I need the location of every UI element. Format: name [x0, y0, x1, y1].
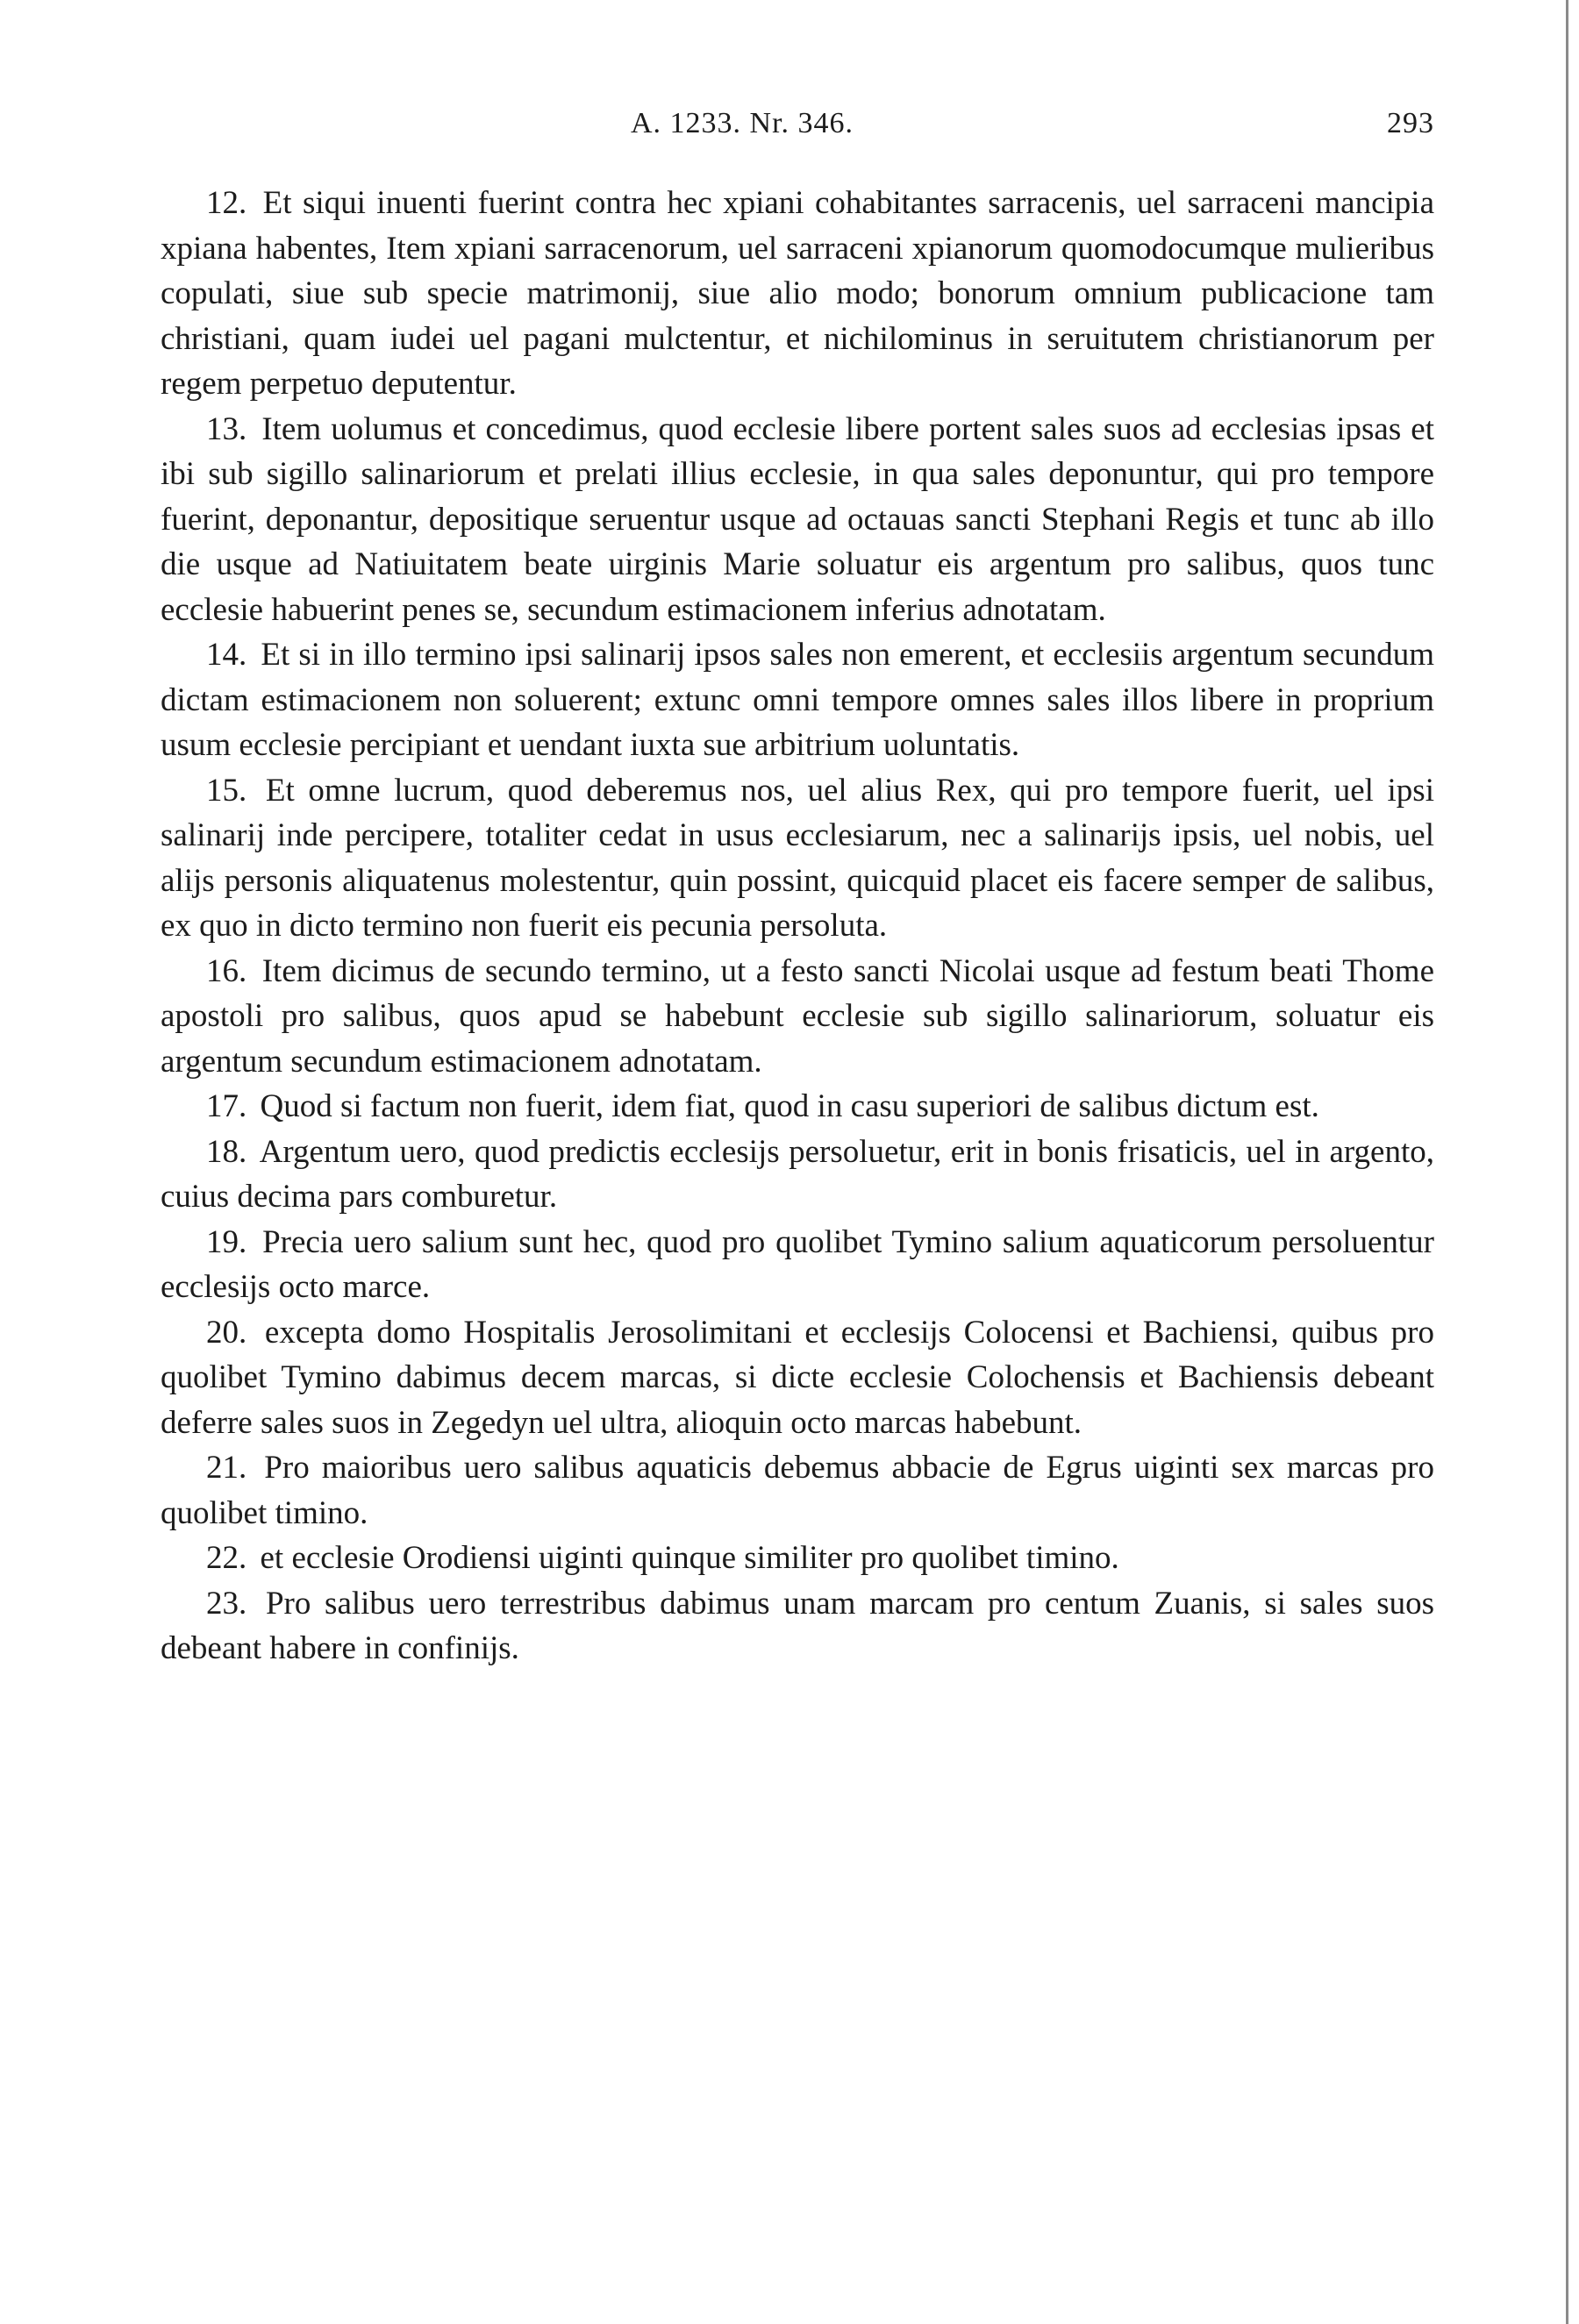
paragraph-text: Et omne lucrum, quod deberemus nos, uel alius Rex, qui pro tempore fuerit, uel ipsi salinarij inde percipere, totaliter cedat in usus ecclesiarum, nec a salinarijs ipsis, uel nobis, uel alijs personis aliquatenus molestentur, quin possint, quicquid placet eis facere semper de salibus, ex quo in dicto termino non fuerit eis pecunia persoluta.	[161, 772, 1434, 944]
paragraph-number: 16.	[206, 952, 247, 989]
page-header	[161, 107, 1434, 151]
page-number: 293	[1387, 107, 1434, 139]
paragraph-23	[161, 1581, 1434, 1672]
paragraph-21	[161, 1445, 1434, 1536]
paragraph-number: 14.	[206, 637, 247, 673]
paragraph-text: Item dicimus de secundo termino, ut a festo sancti Nicolai usque ad festum beati Thome apostoli pro salibus, quos apud se habebunt ecclesie sub sigillo salinariorum, soluatur eis argentum secundum estimacionem adnotatam.	[161, 952, 1435, 1080]
paragraph-text: Et siqui inuenti fuerint contra hec xpiani cohabitantes sarracenis, uel sarraceni mancipia xpiana habentes, Item xpiani sarracenorum, uel sarraceni xpianorum quomodocumque mulieribus copulati, siue sub specie matrimonij, siue alio modo; bonorum omnium publicacione tam christiani, quam iudei uel pagani mulctentur, et nichilominus in seruitutem christianorum per regem perpetuo deputentur.	[161, 185, 1435, 402]
paragraph-number: 22.	[206, 1540, 247, 1576]
paragraph-14	[161, 632, 1434, 768]
paragraph-number: 15.	[206, 772, 247, 809]
paragraph-text: Quod si factum non fuerit, idem fiat, quod in casu superiori de salibus dictum est.	[260, 1088, 1319, 1124]
paragraph-number: 23.	[206, 1585, 247, 1622]
paragraph-text: Et si in illo termino ipsi salinarij ipsos sales non emerent, et ecclesiis argentum secundum dictam estimacionem non soluerent; extunc omni tempore omnes sales illos libere in proprium usum ecclesie percipiant et uendant iuxta sue arbitrium uoluntatis.	[161, 637, 1434, 763]
paragraph-number: 12.	[206, 185, 247, 221]
paragraph-15	[161, 768, 1434, 949]
paragraph-20	[161, 1310, 1434, 1446]
paragraph-19	[161, 1220, 1434, 1310]
paragraph-number: 17.	[206, 1088, 247, 1124]
paragraph-text: Item uolumus et concedimus, quod ecclesie libere portent sales suos ad ecclesias ipsas et ibi sub sigillo salinariorum et prelati illius ecclesie, in qua sales deponuntur, qui pro tempore fuerint, deponantur, depositique seruentur usque ad octauas sancti Stephani Regis et tunc ab illo die usque ad Natiuitatem beate uirginis Marie soluatur eis argentum pro salibus, quos tunc ecclesie habuerint penes se, secundum estimacionem inferius adnotatam.	[161, 410, 1435, 628]
scan-edge-line	[1566, 0, 1568, 2324]
running-head: A. 1233. Nr. 346.	[631, 107, 854, 139]
paragraph-text: Pro maioribus uero salibus aquaticis debemus abbacie de Egrus uiginti sex marcas pro quolibet timino.	[161, 1450, 1434, 1531]
paragraph-17	[161, 1084, 1434, 1130]
paragraph-number: 18.	[206, 1133, 247, 1170]
paragraph-number: 20.	[206, 1314, 247, 1351]
paragraph-13	[161, 407, 1434, 633]
paragraph-22	[161, 1536, 1434, 1581]
paragraph-12	[161, 181, 1434, 407]
paragraph-number: 13.	[206, 410, 247, 447]
paragraph-text: Argentum uero, quod predictis ecclesijs persoluetur, erit in bonis frisaticis, uel in argento, cuius decima pars comburetur.	[161, 1133, 1434, 1215]
paragraph-text: Precia uero salium sunt hec, quod pro quolibet Tymino salium aquaticorum persoluentur ecclesijs octo marce.	[161, 1223, 1435, 1305]
paragraph-text: et ecclesie Orodiensi uiginti quinque similiter pro quolibet timino.	[260, 1540, 1119, 1576]
paragraph-18	[161, 1130, 1434, 1220]
paragraph-16	[161, 949, 1434, 1085]
paragraph-text: Pro salibus uero terrestribus dabimus unam marcam pro centum Zuanis, si sales suos debeant habere in confinijs.	[161, 1585, 1434, 1666]
paragraph-number: 19.	[206, 1223, 247, 1260]
paragraph-text: excepta domo Hospitalis Jerosolimitani et ecclesijs Colocensi et Bachiensi, quibus pro quolibet Tymino dabimus decem marcas, si dicte ecclesie Colochensis et Bachiensis debeant deferre sales suos in Zegedyn uel ultra, alioquin octo marcas habebunt.	[161, 1314, 1435, 1441]
document-body	[161, 181, 1434, 1672]
paragraph-number: 21.	[206, 1450, 247, 1486]
